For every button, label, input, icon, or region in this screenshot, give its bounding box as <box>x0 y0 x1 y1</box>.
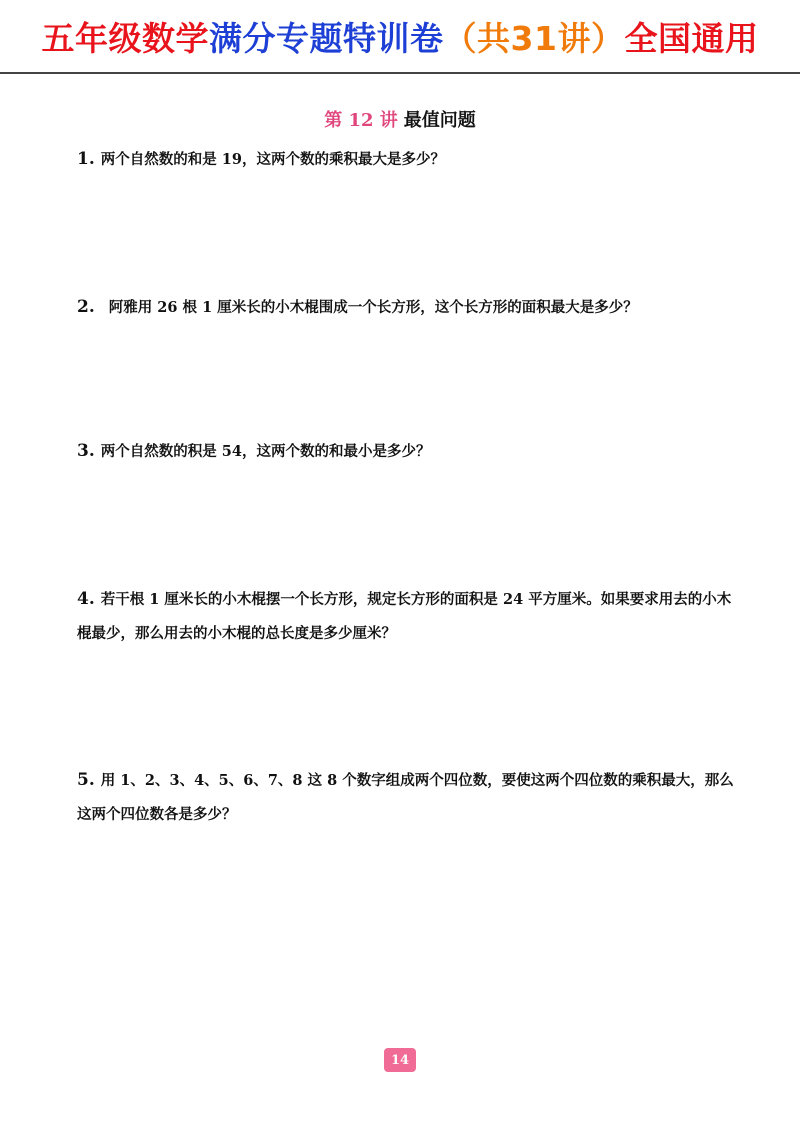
header-divider <box>0 72 800 74</box>
lesson-topic: 最值问题 <box>403 110 476 131</box>
question-2 <box>77 290 737 325</box>
question-3 <box>77 434 737 469</box>
page-number-badge: 14 <box>384 1048 416 1072</box>
title-segment-count: （共31讲） <box>443 18 625 58</box>
question-number: 2. <box>77 297 95 317</box>
question-text: 两个自然数的和是 19，这两个数的乘积最大是多少？ <box>100 151 445 168</box>
title-segment-series: 满分专题特训卷 <box>209 18 444 58</box>
question-number: 1. <box>77 149 95 169</box>
lesson-number: 第 12 讲 <box>324 110 398 131</box>
lesson-heading <box>0 106 800 132</box>
question-number: 5. <box>77 770 95 790</box>
question-text: 用 1、2、3、4、5、6、7、8 这 8 个数字组成两个四位数，要使这两个四位数的乘积最大，那么这两个四位数各是多少？ <box>77 772 734 823</box>
question-5 <box>77 763 737 832</box>
question-4 <box>77 582 737 651</box>
page-header <box>0 0 800 72</box>
title-segment-grade: 五年级数学 <box>41 18 210 58</box>
question-1 <box>77 142 737 177</box>
question-text: 阿雅用 26 根 1 厘米长的小木棍围成一个长方形，这个长方形的面积最大是多少？ <box>108 299 638 316</box>
question-text: 两个自然数的积是 54，这两个数的和最小是多少？ <box>100 443 431 460</box>
page-title <box>42 13 759 60</box>
title-segment-scope: 全国通用 <box>624 18 759 58</box>
question-number: 4. <box>77 589 95 609</box>
question-number: 3. <box>77 441 95 461</box>
question-text: 若干根 1 厘米长的小木棍摆一个长方形，规定长方形的面积是 24 平方厘米。如果要求用去的小木棍最少，那么用去的小木棍的总长度是多少厘米？ <box>77 591 732 642</box>
